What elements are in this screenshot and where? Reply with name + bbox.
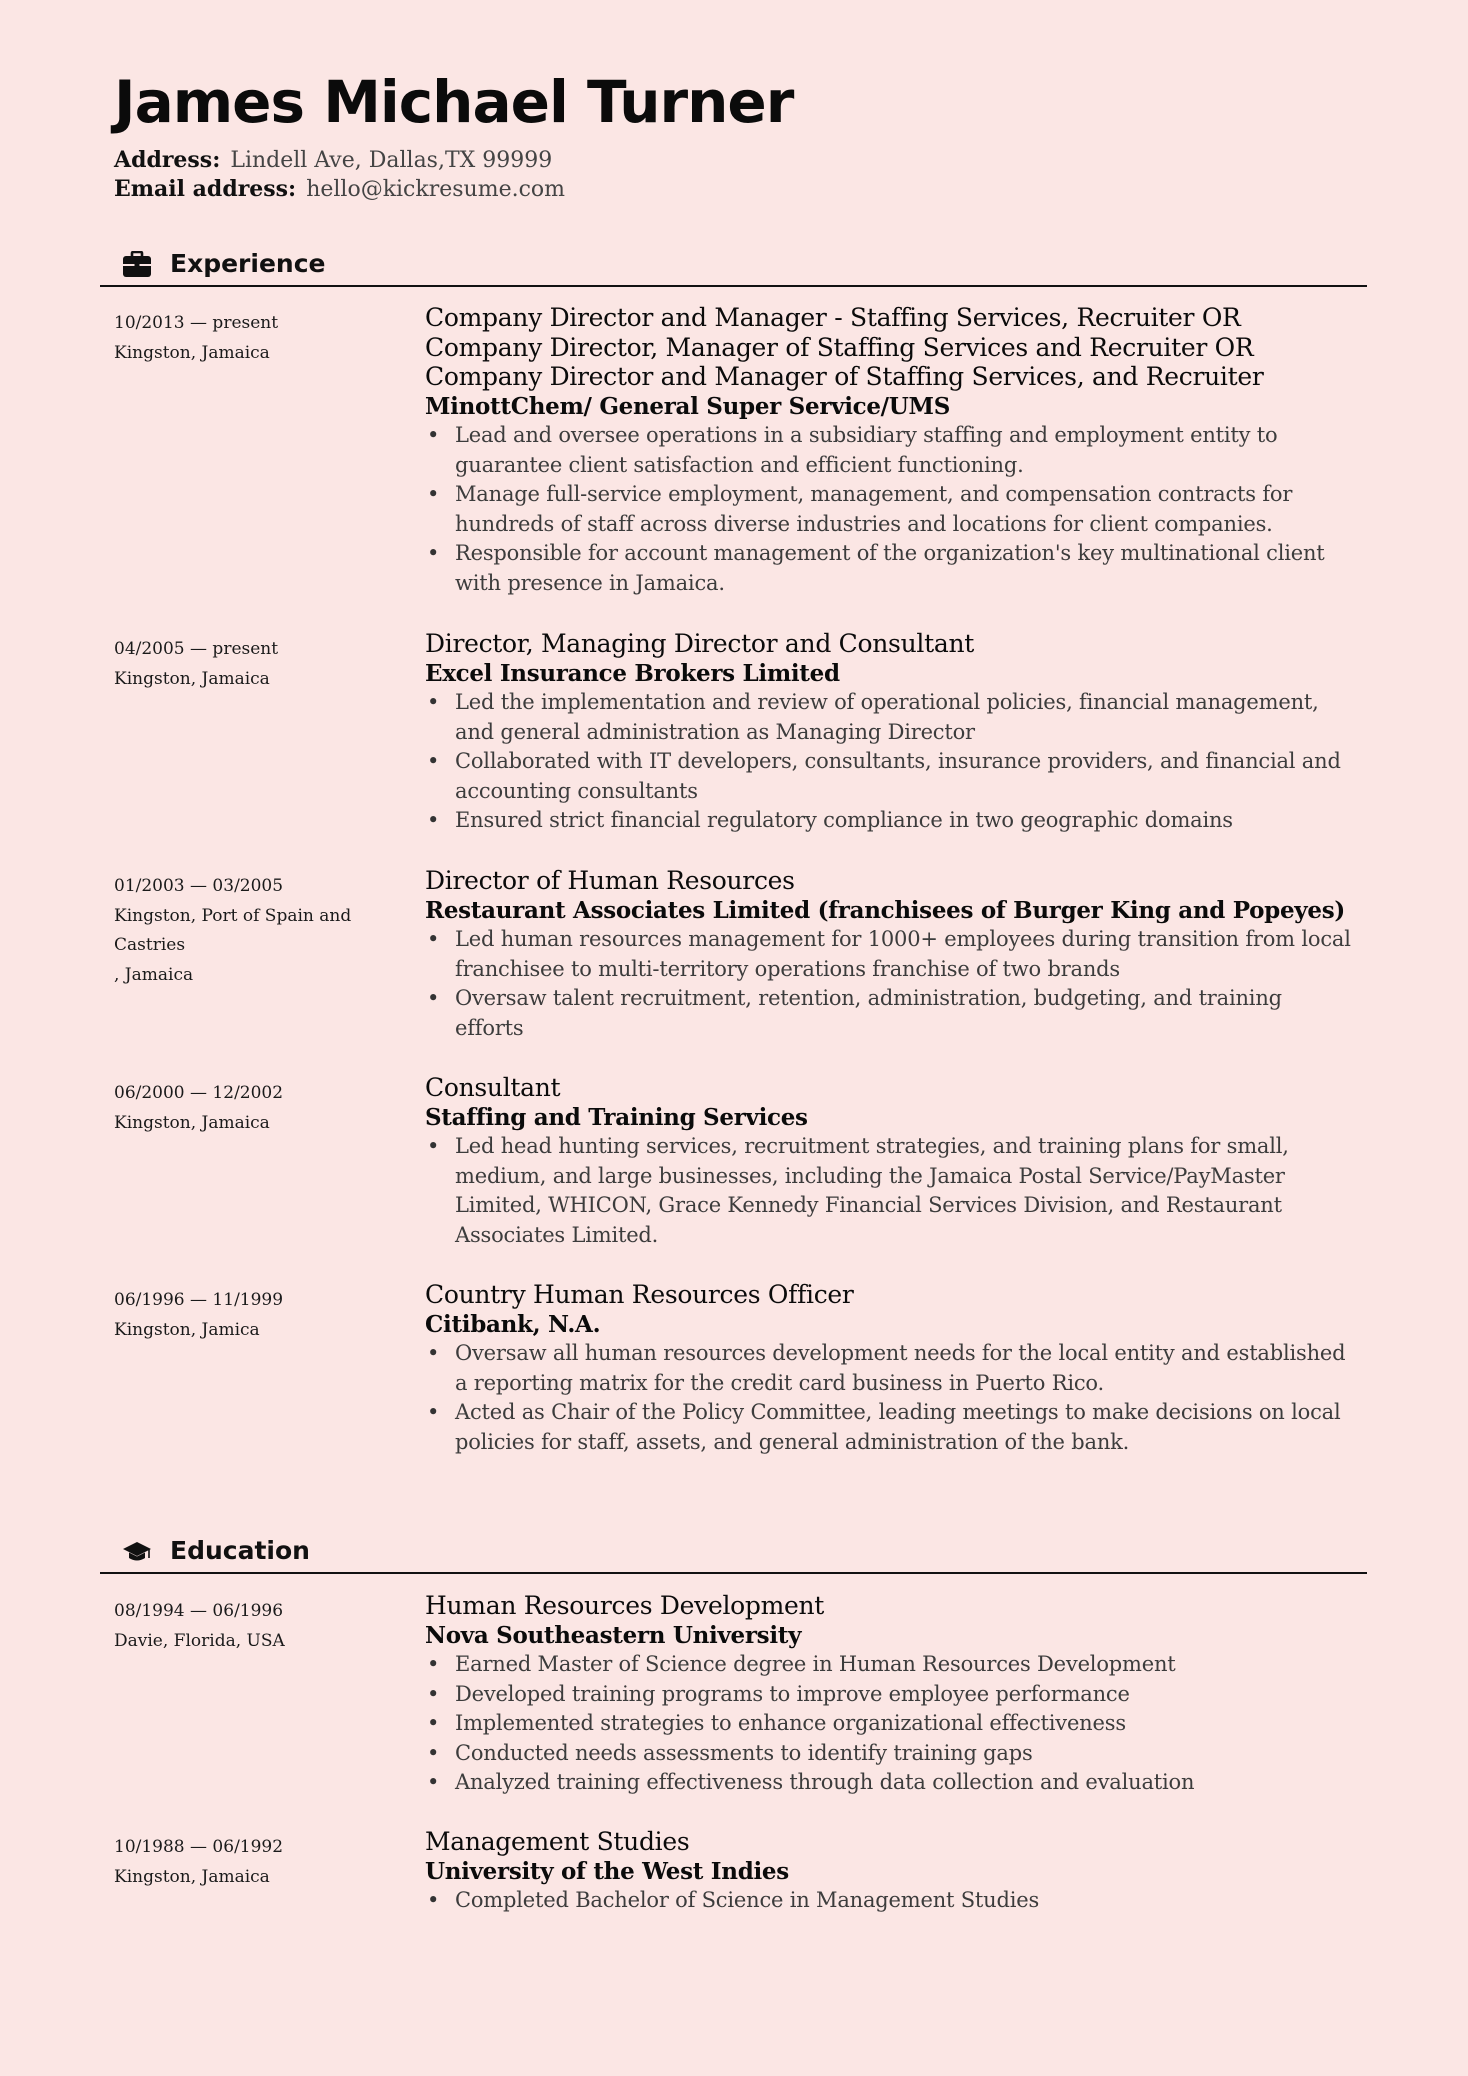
entry-dates: 04/2005 — present <box>114 639 279 659</box>
entry-body <box>425 866 1355 1043</box>
entry-organization: Citibank, N.A. <box>425 1310 601 1338</box>
entry-bullets <box>425 1132 1355 1250</box>
entry-body <box>425 1591 1355 1798</box>
experience-title: Experience <box>170 249 326 278</box>
education-title: Education <box>170 1536 310 1565</box>
entry-degree: Human Resources Development <box>425 1591 825 1620</box>
briefcase-icon <box>122 251 152 279</box>
entry-role: Consultant <box>425 1073 561 1102</box>
entry-body <box>425 629 1355 836</box>
entry-role: Director of Human Resources <box>425 866 795 895</box>
entry-dates: 08/1994 — 06/1996 <box>114 1601 284 1621</box>
entry-bullet: • Conducted needs assessments to identify training gaps <box>425 1739 1355 1769</box>
entry-bullets <box>425 1650 1355 1798</box>
graduation-cap-icon <box>122 1538 152 1566</box>
entry-bullet: • Analyzed training effectiveness through data collection and evaluation <box>425 1768 1355 1798</box>
entry-bullet: • Earned Master of Science degree in Human Resources Development <box>425 1650 1355 1680</box>
contact-block <box>114 146 565 204</box>
entry-bullets <box>425 925 1355 1043</box>
entry-role <box>425 303 1355 392</box>
entry-location-line: Kingston, Port of Spain and <box>114 905 352 926</box>
address-row <box>114 146 565 175</box>
entry-location-line: Castries <box>114 935 186 955</box>
entry-location: Davie, Florida, USA <box>114 1630 285 1651</box>
entry-organization: Restaurant Associates Limited (franchisees of Burger King and Popeyes) <box>425 896 1345 924</box>
entry-body <box>425 1280 1355 1457</box>
entry-location: Kingston, Jamaica <box>114 1112 270 1133</box>
address-value: Lindell Ave, Dallas,TX 99999 <box>230 148 553 173</box>
education-section-header <box>100 1532 1367 1574</box>
entry-institution: University of the West Indies <box>425 1857 789 1885</box>
entry-location: Kingston, Jamaica <box>114 342 270 363</box>
entry-meta <box>114 872 374 990</box>
entry-organization: Staffing and Training Services <box>425 1103 808 1131</box>
entry-location-line: , Jamaica <box>114 964 194 985</box>
entry-body <box>425 1827 1355 1916</box>
entry-bullet: • Ensured strict financial regulatory compliance in two geographic domains <box>425 806 1355 836</box>
entry-dates: 06/1996 — 11/1999 <box>114 1290 284 1310</box>
entry-bullet: • Led human resources management for 1000+ employees during transition from local franchisee to multi-territory operations franchise of two brands <box>425 925 1355 984</box>
entry-role: Country Human Resources Officer <box>425 1280 854 1309</box>
entry-dates: 10/1988 — 06/1992 <box>114 1837 284 1857</box>
entry-role-line: Company Director, Manager of Staffing Services and Recruiter OR <box>425 332 1254 362</box>
entry-bullets <box>425 1886 1355 1916</box>
entry-bullet: • Acted as Chair of the Policy Committee, leading meetings to make decisions on local policies for staff, assets, and general administration of the bank. <box>425 1398 1355 1457</box>
entry-meta <box>114 1286 374 1345</box>
entry-meta <box>114 1833 374 1892</box>
entry-role-line: Company Director and Manager of Staffing Services, and Recruiter <box>425 362 1264 391</box>
entry-bullets <box>425 421 1355 598</box>
entry-location: Kingston, Jamaica <box>114 1866 270 1887</box>
email-value[interactable]: hello@kickresume.com <box>306 177 566 202</box>
entry-institution: Nova Southeastern University <box>425 1621 802 1649</box>
entry-role-line: Company Director and Manager - Staffing Services, Recruiter OR <box>425 303 1241 332</box>
entry-meta <box>114 1597 374 1656</box>
entry-body <box>425 303 1355 598</box>
entry-bullet: • Oversaw talent recruitment, retention, administration, budgeting, and training efforts <box>425 984 1355 1043</box>
entry-degree: Management Studies <box>425 1827 690 1856</box>
entry-bullet: • Led head hunting services, recruitment strategies, and training plans for small, medium, and large businesses, including the Jamaica Postal Service/PayMaster Limited, WHICON, Grace Kennedy Financial Services Division, and Restaurant Associates Limited. <box>425 1132 1355 1250</box>
entry-bullets <box>425 1339 1355 1457</box>
entry-bullet: • Led the implementation and review of operational policies, financial management, and general administration as Managing Director <box>425 688 1355 747</box>
experience-section-header <box>100 245 1367 287</box>
entry-bullet: • Implemented strategies to enhance organizational effectiveness <box>425 1709 1355 1739</box>
entry-location: Kingston, Jamica <box>114 1319 260 1340</box>
entry-organization: Excel Insurance Brokers Limited <box>425 659 840 687</box>
entry-dates: 01/2003 — 03/2005 <box>114 876 284 896</box>
entry-location: Kingston, Jamaica <box>114 668 270 689</box>
entry-bullet: • Manage full-service employment, management, and compensation contracts for hundreds of staff across diverse industries and locations for client companies. <box>425 480 1355 539</box>
entry-bullet: • Collaborated with IT developers, consultants, insurance providers, and financial and accounting consultants <box>425 747 1355 806</box>
entry-organization: MinottChem/ General Super Service/UMS <box>425 392 951 420</box>
entry-bullet: • Completed Bachelor of Science in Management Studies <box>425 1886 1355 1916</box>
entry-bullet: • Oversaw all human resources development needs for the local entity and established a reporting matrix for the credit card business in Puerto Rico. <box>425 1339 1355 1398</box>
address-label: Address: <box>114 147 221 173</box>
entry-bullet: • Lead and oversee operations in a subsidiary staffing and employment entity to guarantee client satisfaction and efficient functioning. <box>425 421 1355 480</box>
entry-dates: 06/2000 — 12/2002 <box>114 1083 284 1103</box>
entry-bullets <box>425 688 1355 836</box>
entry-bullet: • Developed training programs to improve employee performance <box>425 1680 1355 1710</box>
entry-meta <box>114 309 374 368</box>
entry-meta <box>114 1079 374 1138</box>
email-label: Email address: <box>114 176 297 202</box>
candidate-name: James Michael Turner <box>114 68 794 136</box>
email-row <box>114 175 565 204</box>
entry-bullet: • Responsible for account management of the organization's key multinational client with presence in Jamaica. <box>425 539 1355 598</box>
entry-meta <box>114 635 374 694</box>
entry-body <box>425 1073 1355 1250</box>
entry-role: Director, Managing Director and Consultant <box>425 629 974 658</box>
entry-dates: 10/2013 — present <box>114 313 279 333</box>
